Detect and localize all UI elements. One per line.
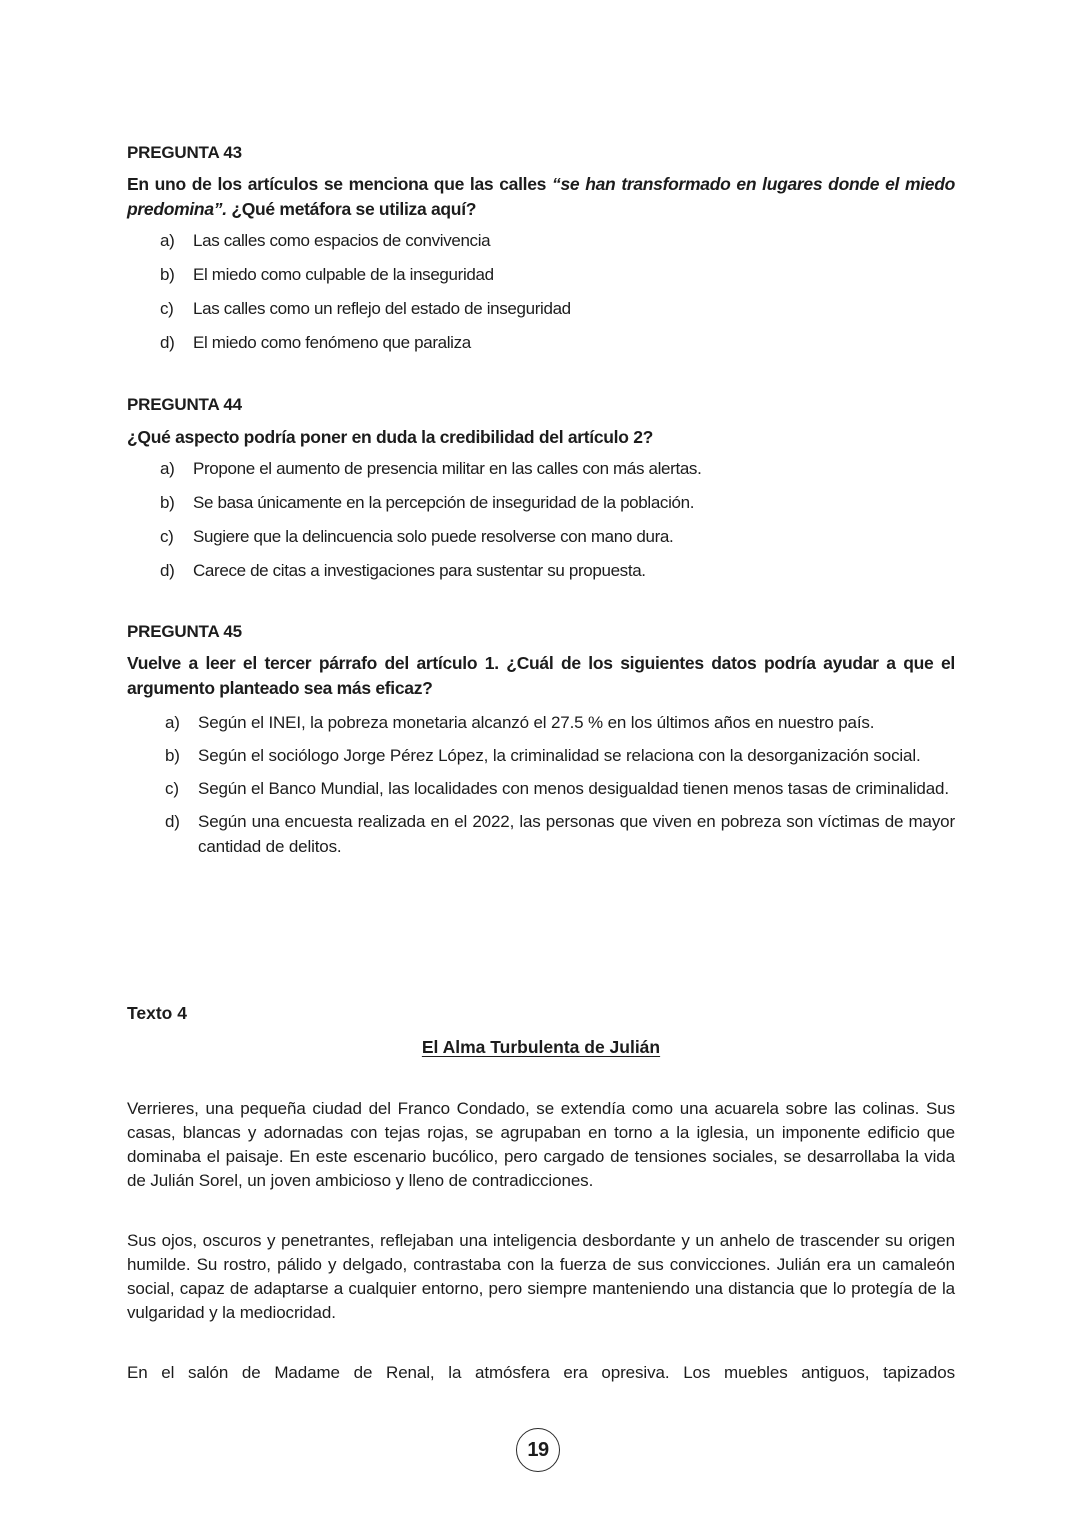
option-letter: d): [160, 333, 175, 352]
option-letter: b): [160, 493, 175, 512]
option-text: Sugiere que la delincuencia solo puede resolverse con mano dura.: [193, 527, 674, 546]
option-row: [165, 809, 955, 859]
page-number: 19: [527, 1438, 549, 1461]
option-row: [160, 458, 955, 479]
option-letter: d): [165, 812, 180, 831]
option-letter: a): [160, 459, 175, 478]
option-letter: c): [165, 779, 179, 798]
texto4-paragraph-1: Verrieres, una pequeña ciudad del Franco Condado, se extendía como una acuarela sobre las colinas. Sus casas, blancas y adornadas con tejas rojas, se agrupaban en torno a la iglesia, un imponente edificio que dominaba el paisaje. En este escenario bucólico, pero cargado de tensiones sociales, se desarrollaba la vida de Julián Sorel, un joven ambicioso y lleno de contradicciones.: [127, 1099, 955, 1190]
texto4-label: Texto 4: [127, 1003, 187, 1023]
question-44-heading: PREGUNTA 44: [127, 395, 242, 414]
option-text: Según el sociólogo Jorge Pérez López, la criminalidad se relaciona con la desorganización social.: [198, 746, 921, 765]
option-text: Según una encuesta realizada en el 2022, las personas que viven en pobreza son víctimas de mayor cantidad de delitos.: [198, 812, 955, 856]
option-row: [165, 776, 955, 801]
option-text: Según el Banco Mundial, las localidades con menos desigualdad tienen menos tasas de criminalidad.: [198, 779, 949, 798]
option-text: El miedo como fenómeno que paraliza: [193, 333, 471, 352]
option-row: [160, 526, 955, 547]
option-text: Según el INEI, la pobreza monetaria alcanzó el 27.5 % en los últimos años en nuestro país.: [198, 713, 875, 732]
question-45-prompt-part1: Vuelve a leer el tercer párrafo del artículo 1. ¿Cuál de los siguientes datos podría ayudar a que el argumento planteado sea más eficaz?: [127, 653, 955, 698]
option-text: Las calles como espacios de convivencia: [193, 231, 491, 250]
texto4-paragraph-3: En el salón de Madame de Renal, la atmósfera era opresiva. Los muebles antiguos, tapizados: [127, 1363, 955, 1382]
question-45-options: [165, 710, 955, 867]
texto4-paragraph-2: Sus ojos, oscuros y penetrantes, reflejaban una inteligencia desbordante y un anhelo de trascender su origen humilde. Su rostro, pálido y delgado, contrastaba con la fuerza de sus convicciones. Julián era un camaleón social, capaz de adaptarse a cualquier entorno, pero siempre manteniendo una distancia que lo protegía de la vulgaridad y la mediocridad.: [127, 1231, 955, 1322]
question-45-heading: PREGUNTA 45: [127, 622, 242, 641]
option-row: [160, 298, 955, 319]
option-text: Se basa únicamente en la percepción de inseguridad de la población.: [193, 493, 695, 512]
option-letter: a): [165, 713, 180, 732]
question-44-prompt-part1: ¿Qué aspecto podría poner en duda la credibilidad del artículo 2?: [127, 427, 654, 447]
option-row: [160, 332, 955, 353]
option-row: [160, 230, 955, 251]
option-letter: b): [160, 265, 175, 284]
question-44-prompt: [127, 425, 955, 450]
option-row: [160, 264, 955, 285]
question-43-heading: PREGUNTA 43: [127, 143, 242, 162]
option-row: [160, 492, 955, 513]
option-row: [160, 560, 955, 581]
option-letter: b): [165, 746, 180, 765]
question-43-prompt: [127, 172, 955, 222]
question-45-prompt: [127, 651, 955, 701]
option-text: Las calles como un reflejo del estado de inseguridad: [193, 299, 571, 318]
question-43-options: [160, 230, 955, 366]
page-number-badge: [516, 1428, 560, 1472]
option-letter: d): [160, 561, 175, 580]
option-text: Carece de citas a investigaciones para sustentar su propuesta.: [193, 561, 646, 580]
option-text: Propone el aumento de presencia militar en las calles con más alertas.: [193, 459, 702, 478]
question-43-prompt-part1: En uno de los artículos se menciona que las calles: [127, 174, 552, 194]
option-letter: a): [160, 231, 175, 250]
option-row: [165, 743, 955, 768]
option-letter: c): [160, 527, 174, 546]
option-text: El miedo como culpable de la inseguridad: [193, 265, 494, 284]
question-43-prompt-quote: “se han transformado en lugares donde el miedo predomina”.: [127, 174, 955, 219]
question-43-prompt-part2: ¿Qué metáfora se utiliza aquí?: [226, 199, 477, 219]
option-row: [165, 710, 955, 735]
question-44-options: [160, 458, 955, 594]
option-letter: c): [160, 299, 174, 318]
texto4-title: El Alma Turbulenta de Julián: [421, 1037, 661, 1057]
